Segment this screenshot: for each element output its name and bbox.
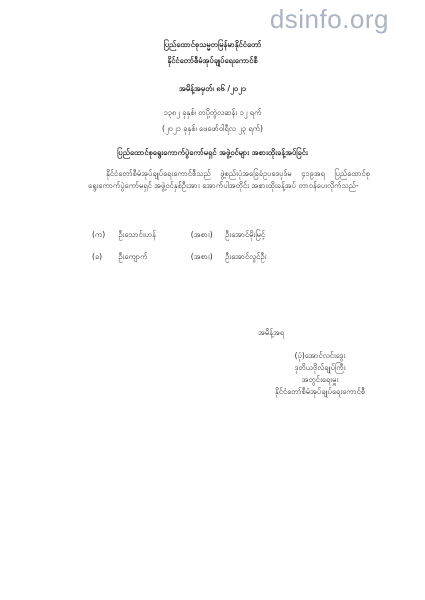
signatory-title-2: အတွင်းရေးမှူး [301,375,339,384]
signature-block [260,350,380,398]
item-replacement: ဦးအောင်မိုးမြင့် [225,230,266,239]
order-date-mm: ၁၃၈၂ ခုနှစ်၊ တပို့တွဲလဆန်း ၁၂ ရက် [163,108,262,117]
signatory-name: (ပုံ)အောင်လင်းဒွေး [294,351,346,360]
by-order-text: အမိန့်အရ [258,328,285,337]
item-name: ဦးသောင်းဟန် [118,230,156,239]
list-item [92,230,265,240]
signatory-title-3: နိုင်ငံတော်စီမံအုပ်ချုပ်ရေးကောင်စီ [274,387,366,396]
order-number: အမိန့်အမှတ်၊ ၈၆ /၂၀၂၁ [179,84,246,93]
item-name: ဦးကျောက် [118,252,148,261]
item-role: (အစား) [190,252,213,261]
header-line-2: နိုင်ငံတော်စီမံအုပ်ချုပ်ရေးကောင်စီ [167,56,258,65]
item-label: (က) [92,230,106,239]
body-paragraph [88,168,370,192]
item-label: (ခ) [92,252,103,261]
watermark-logo: dsinfo.org [269,4,389,34]
signatory-title-1: ဒုတိယဗိုလ်ချုပ်ကြီး [294,363,346,372]
subject-title: ပြည်ထောင်စုရွေးကောက်ပွဲကော်မရှင် အဖွဲ့ဝင်များ အစားထိုးခန့်အပ်ခြင်း [117,148,308,157]
header-line-1: ပြည်ထောင်စုသမ္မတမြန်မာနိုင်ငံတော် [163,40,262,49]
item-replacement: ဦးအောင်လွင်ဦး [225,252,267,261]
body-paragraph-text: နိုင်ငံတော်စီမံအုပ်ချုပ်ရေးကောင်စီသည် ဖွဲ့စည်းပုံအခြေခံဥပဒေပုဒ်မ ၄၁၉အရ ပြည်ထောင်စုရွေးကောက်ပွဲကော်မရှင် အဖွဲ့ဝင်နှစ်ဦးအား အောက်ပါအတိုင်း အစားထိုးခန့်အပ် တာဝန်ပေးလိုက်သည်- [88,169,370,190]
order-date-en: (၂၀၂၁ ခုနှစ်၊ ဖေဖော်ဝါရီလ ၂၃ ရက်) [162,124,263,133]
item-role: (အစား) [190,230,213,239]
list-item [92,252,266,262]
